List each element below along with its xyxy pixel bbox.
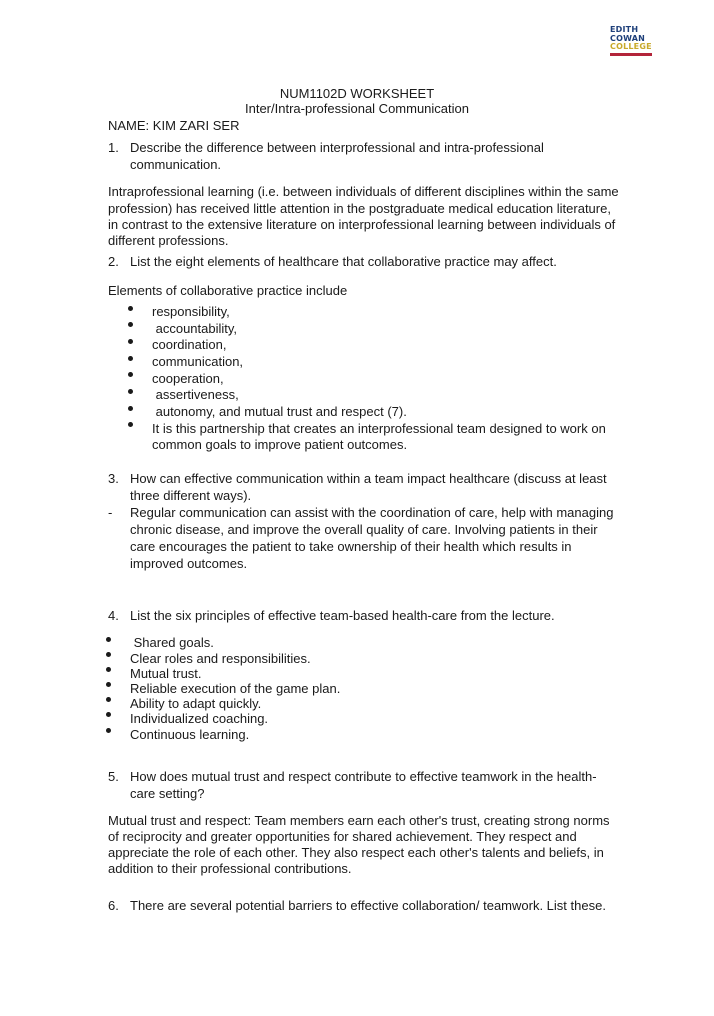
- q5-answer-line-4: addition to their professional contributions.: [108, 861, 352, 876]
- q1-answer-line-2: profession) has received little attention in the postgraduate medical education literature,: [108, 201, 611, 216]
- college-logo: [610, 26, 656, 56]
- bullet-icon: [106, 697, 111, 702]
- student-name: NAME: KIM ZARI SER: [108, 118, 240, 133]
- bullet-icon: [106, 712, 111, 717]
- bullet-icon: [106, 652, 111, 657]
- worksheet-subtitle: Inter/Intra-professional Communication: [245, 101, 469, 116]
- q2-item-1: responsibility,: [152, 304, 230, 319]
- q5-question-line-2: care setting?: [130, 786, 205, 801]
- q3-question-line-1: How can effective communication within a team impact healthcare (discuss at least: [130, 471, 607, 486]
- q3-dash: -: [108, 505, 113, 520]
- q1-question-line-1: Describe the difference between interprofessional and intra-professional: [130, 140, 544, 155]
- q5-answer-line-1: Mutual trust and respect: Team members earn each other's trust, creating strong norms: [108, 813, 610, 828]
- q2-item-7: autonomy, and mutual trust and respect (7).: [152, 404, 407, 419]
- q4-item-5: Ability to adapt quickly.: [130, 696, 262, 711]
- bullet-icon: [106, 667, 111, 672]
- q4-item-7: Continuous learning.: [130, 727, 250, 742]
- q2-item-4: communication,: [152, 354, 244, 369]
- q2-number: 2.: [108, 254, 119, 269]
- q5-question-line-1: How does mutual trust and respect contribute to effective teamwork in the health-: [130, 769, 597, 784]
- bullet-icon: [128, 322, 133, 327]
- q5-answer-line-3: appreciate the role of each other. They also respect each other's talents and beliefs, in: [108, 845, 604, 860]
- q5-answer-line-2: of reciprocity and greater opportunities for shared achievement. They respect and: [108, 829, 577, 844]
- logo-line-1: EDITH: [610, 25, 639, 34]
- q4-item-2: Clear roles and responsibilities.: [130, 651, 311, 666]
- q2-item-6: assertiveness,: [152, 387, 239, 402]
- bullet-icon: [106, 728, 111, 733]
- bullet-icon: [128, 389, 133, 394]
- logo-bar: [610, 53, 652, 56]
- q3-answer-line-2: chronic disease, and improve the overall quality of care. Involving patients in their: [130, 522, 598, 537]
- q4-item-6: Individualized coaching.: [130, 711, 269, 726]
- q4-item-1: Shared goals.: [130, 635, 214, 650]
- q2-item-2: accountability,: [152, 321, 238, 336]
- bullet-icon: [106, 637, 111, 642]
- q1-question-line-2: communication.: [130, 157, 222, 172]
- bullet-icon: [128, 356, 133, 361]
- q3-answer-line-3: care encourages the patient to take ownership of their health which results in: [130, 539, 572, 554]
- q3-answer-line-1: Regular communication can assist with the coordination of care, help with managing: [130, 505, 614, 520]
- bullet-icon: [128, 339, 133, 344]
- q2-intro: Elements of collaborative practice include: [108, 283, 348, 298]
- q6-number: 6.: [108, 898, 119, 913]
- q4-item-3: Mutual trust.: [130, 666, 202, 681]
- q4-item-4: Reliable execution of the game plan.: [130, 681, 341, 696]
- bullet-icon: [128, 372, 133, 377]
- q3-question-line-2: three different ways).: [130, 488, 252, 503]
- logo-line-2: COWAN: [610, 33, 646, 43]
- q6-question-line-1: There are several potential barriers to effective collaboration/ teamwork. List these.: [130, 898, 606, 913]
- worksheet-title: NUM1102D WORKSHEET: [279, 86, 435, 101]
- q4-number: 4.: [108, 608, 119, 623]
- bullet-icon: [128, 406, 133, 411]
- q2-question-line-1: List the eight elements of healthcare that collaborative practice may affect.: [130, 254, 557, 269]
- q2-item-8: It is this partnership that creates an interprofessional team designed to work on: [152, 421, 606, 436]
- q2-item-5: cooperation,: [152, 371, 224, 386]
- logo-line-3: COLLEGE: [610, 42, 652, 51]
- q1-answer-line-1: Intraprofessional learning (i.e. between individuals of different disciplines within the same: [108, 184, 619, 199]
- bullet-icon: [128, 306, 133, 311]
- q5-number: 5.: [108, 769, 119, 784]
- q2-item-8-continued: common goals to improve patient outcomes.: [152, 437, 408, 452]
- bullet-icon: [106, 682, 111, 687]
- q1-number: 1.: [108, 140, 119, 155]
- q1-answer-line-4: different professions.: [108, 233, 229, 248]
- bullet-icon: [128, 422, 133, 427]
- q3-answer-line-4: improved outcomes.: [130, 556, 248, 571]
- q1-answer-line-3: in contrast to the extensive literature on interprofessional learning between individuals of: [108, 217, 616, 232]
- q4-question-line-1: List the six principles of effective team-based health-care from the lecture.: [130, 608, 555, 623]
- q3-number: 3.: [108, 471, 119, 486]
- q2-item-3: coordination,: [152, 337, 227, 352]
